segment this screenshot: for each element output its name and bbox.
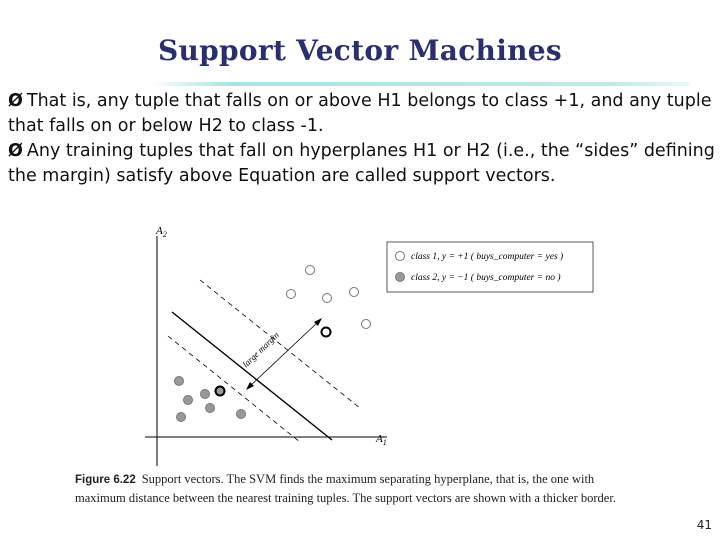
legend-class1-marker — [396, 252, 405, 261]
class1-support-vector — [322, 328, 331, 337]
bullet-item-1 — [8, 89, 716, 139]
class2-point — [201, 390, 210, 399]
legend-class1-label: class 1, y = +1 ( buys_computer = yes ) — [411, 252, 564, 262]
class2-support-vector — [216, 387, 225, 396]
class1-point — [350, 288, 359, 297]
legend-class2-label: class 2, y = −1 ( buys_computer = no ) — [411, 273, 561, 283]
title-underline — [150, 82, 690, 86]
class1-point — [287, 290, 296, 299]
figure-caption — [75, 470, 635, 507]
bullet-list — [8, 89, 716, 189]
class1-point — [323, 294, 332, 303]
class2-point — [206, 404, 215, 413]
y-axis-label: $A_2$ — [156, 225, 167, 239]
page-number: 41 — [696, 518, 712, 532]
margin-label: large margin — [240, 329, 281, 370]
class2-point — [184, 396, 193, 405]
hyperplane-h2 — [168, 336, 300, 442]
bullet-text-2: Any training tuples that fall on hyperplanes H1 or H2 (i.e., the “sides” defining the margin) satisfy above Equation are called support vectors. — [8, 141, 715, 186]
legend-box — [387, 242, 593, 292]
bullet-item-2 — [8, 139, 716, 189]
bullet-text-1: That is, any tuple that falls on or above H1 belongs to class +1, and any tuple that falls on or below H2 to class -1. — [8, 91, 712, 136]
caption-text: Support vectors. The SVM finds the maximum separating hyperplane, that is, the one with maximum distance between the nearest training tuples. The support vectors are shown with a thicker border. — [75, 472, 616, 505]
arrow-bullet-icon: Ø — [8, 91, 23, 111]
slide-title: Support Vector Machines — [158, 34, 562, 67]
caption-figure-number: Figure 6.22 — [75, 474, 136, 486]
class1-point — [362, 320, 371, 329]
legend-class2-marker — [396, 273, 405, 282]
class2-point — [237, 410, 246, 419]
class2-point — [177, 413, 186, 422]
class2-point — [175, 377, 184, 386]
class1-point — [306, 266, 315, 275]
arrow-bullet-icon: Ø — [8, 141, 23, 161]
x-axis-label: $A_1$ — [376, 433, 387, 447]
